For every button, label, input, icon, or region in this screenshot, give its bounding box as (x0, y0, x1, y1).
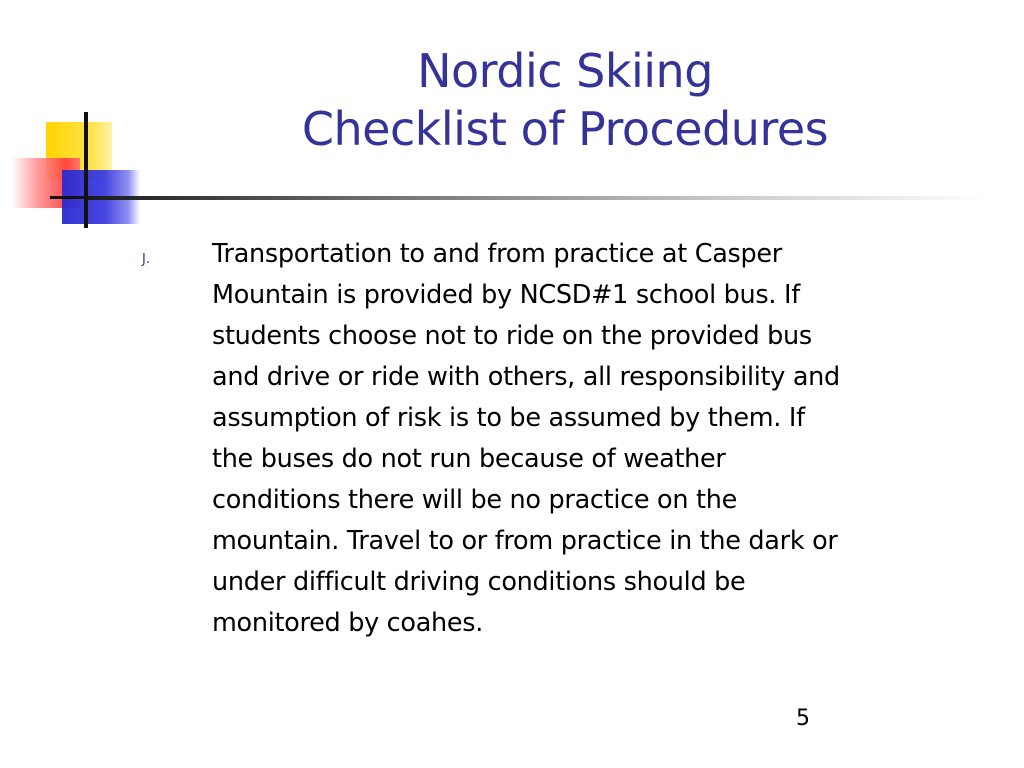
corner-logo-graphic (0, 0, 200, 240)
bullet-line: conditions there will be no practice on the (212, 485, 737, 515)
title-line-2: Checklist of Procedures (301, 102, 829, 156)
bullet-text (212, 234, 992, 644)
bullet-line: the buses do not run because of weather (212, 444, 726, 474)
bullet-line: Mountain is provided by NCSD#1 school bus. If (212, 280, 800, 310)
bullet-marker: J. (142, 252, 150, 267)
bullet-line: and drive or ride with others, all responsibility and (212, 362, 840, 392)
title-divider (88, 196, 988, 200)
slide-title (200, 42, 930, 158)
logo-vertical-line (84, 112, 88, 228)
bullet-line: students choose not to ride on the provided bus (212, 321, 812, 351)
title-line-1: Nordic Skiing (417, 44, 713, 98)
bullet-line: mountain. Travel to or from practice in the dark or (212, 526, 838, 556)
page-number: 5 (796, 706, 810, 731)
bullet-line: assumption of risk is to be assumed by them. If (212, 403, 805, 433)
bullet-line: monitored by coahes. (212, 608, 484, 638)
bullet-line: under difficult driving conditions should be (212, 567, 746, 597)
bullet-line: Transportation to and from practice at Casper (212, 239, 782, 269)
